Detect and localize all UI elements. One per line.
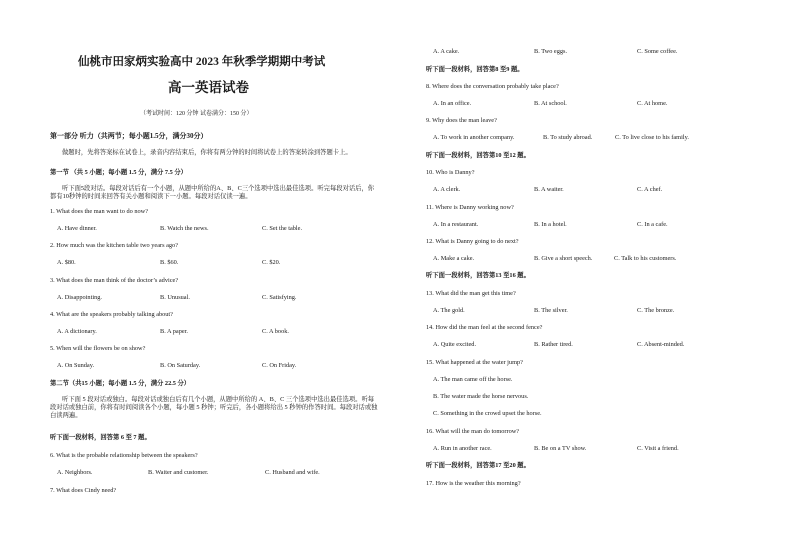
question-4: 4. What are the speakers probably talking about? <box>50 311 173 318</box>
listen-8-9: 听下面一段材料，回答第8 至9 题。 <box>426 66 524 73</box>
q5-option-b: B. On Saturday. <box>160 362 201 369</box>
part1-instructions: 做题时，先将答案标在试卷上，录音内容结束后，你将有两分钟的时间将试卷上的答案转涂到答题卡上。 <box>62 149 352 156</box>
q13-option-b: B. The silver. <box>534 307 568 314</box>
section2-heading: 第二节（共15 小题；每小题 1.5 分，满分 22.5 分） <box>50 380 191 387</box>
question-13: 13. What did the man get this time? <box>426 290 516 297</box>
q3-option-b: B. Unusual. <box>160 294 190 301</box>
q5-option-a: A. On Sunday. <box>57 362 95 369</box>
q1-option-c: C. Set the table. <box>262 225 303 232</box>
q12-option-a: A. Make a cake. <box>433 255 475 262</box>
q12-option-c: C. Talk to his customers. <box>614 255 677 262</box>
part1-heading: 第一部分 听力（共两节；每小题1.5分，满分30分） <box>50 132 208 140</box>
question-15: 15. What happened at the water jump? <box>426 359 523 366</box>
q4-option-b: B. A paper. <box>160 328 188 335</box>
listen-13-16: 听下面一段材料，回答第13 至16 题。 <box>426 272 530 279</box>
q3-option-c: C. Satisfying. <box>262 294 297 301</box>
q15-option-a: A. The man came off the horse. <box>433 376 513 383</box>
q13-option-c: C. The bronze. <box>637 307 675 314</box>
q16-option-a: A. Run in another race. <box>433 445 492 452</box>
question-17: 17. How is the weather this morning? <box>426 480 521 487</box>
q13-option-a: A. The gold. <box>433 307 465 314</box>
q4-option-c: C. A book. <box>262 328 289 335</box>
q3-option-a: A. Disappointing. <box>57 294 102 301</box>
q11-option-c: C. In a cafe. <box>637 221 668 228</box>
q12-option-b: B. Give a short speech. <box>534 255 593 262</box>
q8-option-a: A. In an office. <box>433 100 472 107</box>
section2-instructions: 听下面 5 段对话或独白。每段对话或独白后有几个小题，从题中所给的 A、B、C 三个选项中选出最佳选项。听每段对话或独白前，你将有时间阅读各个小题，每小题 5 秒钟；听完后，各小题将给出 5 秒钟的作答时间。每段对话或独白读两遍。 <box>50 396 378 420</box>
q6-option-a: A. Neighbors. <box>57 469 93 476</box>
question-1: 1. What does the man want to do now? <box>50 208 148 215</box>
q7-option-c: C. Some coffee. <box>637 48 678 55</box>
q11-option-b: B. In a hotel. <box>534 221 567 228</box>
q8-option-c: C. At home. <box>637 100 668 107</box>
question-9: 9. Why does the man leave? <box>426 117 497 124</box>
q7-option-b: B. Two eggs. <box>534 48 568 55</box>
question-2: 2. How much was the kitchen table two years ago? <box>50 242 178 249</box>
q14-option-a: A. Quite excited. <box>433 341 477 348</box>
q9-option-c: C. To live close to his family. <box>615 134 689 141</box>
school-title: 仙桃市田家炳实验高中 2023 年秋季学期期中考试 <box>78 56 326 68</box>
q15-option-b: B. The water made the horse nervous. <box>433 393 529 400</box>
question-16: 16. What will the man do tomorrow? <box>426 428 520 435</box>
question-5: 5. When will the flowers be on show? <box>50 345 146 352</box>
q2-option-c: C. $20. <box>262 259 281 266</box>
q9-option-b: B. To study abroad. <box>543 134 593 141</box>
q2-option-a: A. $80. <box>57 259 76 266</box>
question-10: 10. Who is Danny? <box>426 169 475 176</box>
question-3: 3. What does the man think of the doctor’s advice? <box>50 277 179 284</box>
q10-option-b: B. A waiter. <box>534 186 564 193</box>
question-11: 11. Where is Danny working now? <box>426 204 514 211</box>
q15-option-c: C. Something in the crowd upset the horse. <box>433 410 542 417</box>
question-7: 7. What does Cindy need? <box>50 487 117 494</box>
listen-6-7: 听下面一段材料，回答第 6 至 7 题。 <box>50 434 151 441</box>
exam-title: 高一英语试卷 <box>168 80 249 95</box>
question-8: 8. Where does the conversation probably take place? <box>426 83 559 90</box>
listen-17-20: 听下面一段材料，回答第17 至20 题。 <box>426 462 530 469</box>
listen-10-12: 听下面一段材料，回答第10 至12 题。 <box>426 152 530 159</box>
exam-info: （考试时间：120 分钟 试卷满分：150 分） <box>140 111 253 117</box>
q1-option-b: B. Watch the news. <box>160 225 209 232</box>
q6-option-c: C. Husband and wife. <box>265 469 320 476</box>
q10-option-c: C. A chef. <box>637 186 663 193</box>
q14-option-b: B. Rather tired. <box>534 341 573 348</box>
q14-option-c: C. Absent-minded. <box>637 341 685 348</box>
question-12: 12. What is Danny going to do next? <box>426 238 519 245</box>
q8-option-b: B. At school. <box>534 100 567 107</box>
section1-instructions: 听下面5段对话。每段对话后有一个小题，从题中所给的A、B、C三个选项中选出最佳选项。听完每段对话后，你都有10秒钟的时间来回答有关小题和阅读下一小题。每段对话仅读一遍。 <box>50 185 375 201</box>
q16-option-c: C. Visit a friend. <box>637 445 679 452</box>
section1-heading: 第一节 （共 5 小题；每小题 1.5 分，满分 7.5 分） <box>50 169 187 176</box>
q5-option-c: C. On Friday. <box>262 362 297 369</box>
question-14: 14. How did the man feel at the second fence? <box>426 324 543 331</box>
q9-option-a: A. To work in another company. <box>433 134 515 141</box>
q6-option-b: B. Waiter and customer. <box>148 469 209 476</box>
q7-option-a: A. A cake. <box>433 48 460 55</box>
q16-option-b: B. Be on a TV show. <box>534 445 587 452</box>
q11-option-a: A. In a restaurant. <box>433 221 479 228</box>
q4-option-a: A. A dictionary. <box>57 328 97 335</box>
q1-option-a: A. Have dinner. <box>57 225 97 232</box>
q2-option-b: B. $60. <box>160 259 179 266</box>
q10-option-a: A. A clerk. <box>433 186 461 193</box>
question-6: 6. What is the probable relationship between the speakers? <box>50 452 198 459</box>
